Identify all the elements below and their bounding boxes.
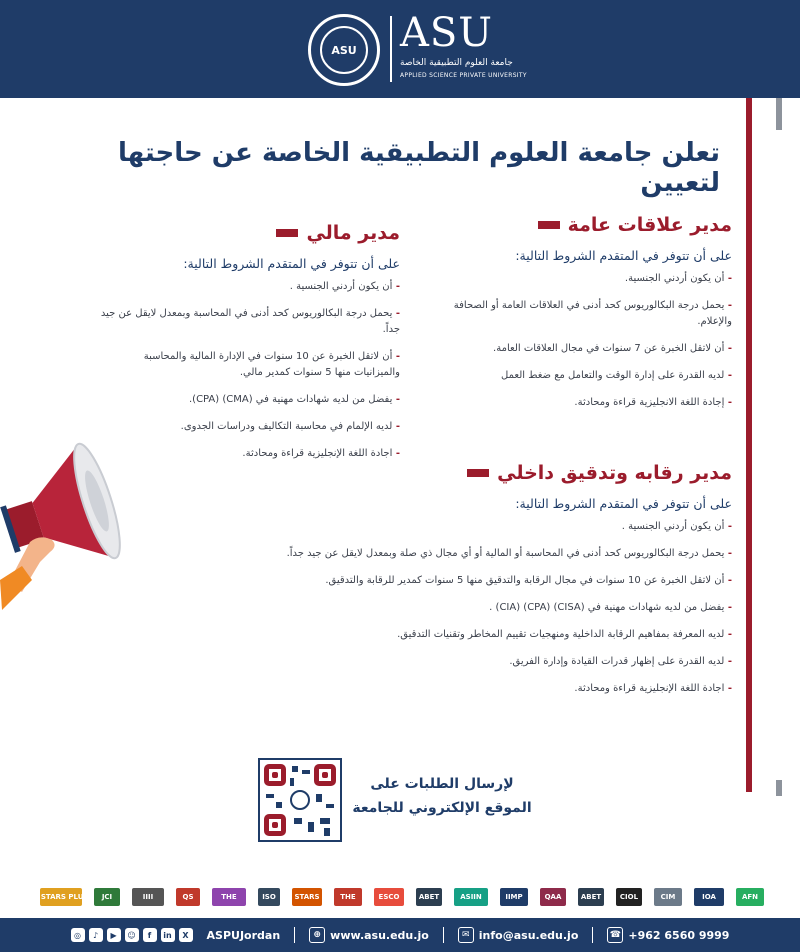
- condition-item: - لديه القدرة على إظهار قدرات القيادة وإدارة الفريق.: [252, 654, 732, 670]
- conditions-list: [252, 519, 732, 697]
- title-dash: [467, 469, 489, 477]
- condition-item: - إجادة اللغة الانجليزية قراءة ومحادثة.: [432, 395, 732, 411]
- qr-module: [290, 778, 294, 786]
- phone-text: +962 6560 9999: [628, 928, 730, 942]
- footer-divider: [443, 927, 444, 943]
- social-handle[interactable]: ASPUJordan: [206, 928, 281, 942]
- condition-item: - يحمل درجة البكالوريوس كحد أدنى في المحاسبة أو المالية أو أي مجال ذي صلة وبمعدل لايقل عن جيد جداً.: [252, 546, 732, 562]
- accreditation-logo: ESCO: [374, 888, 404, 906]
- seal-text: ASU: [320, 26, 368, 74]
- accreditation-logo: AFN: [736, 888, 764, 906]
- condition-item: - يفضل من لديه شهادات مهنية في (CISA) (CPA) (CIA) .: [252, 600, 732, 616]
- accreditation-logo: ASIIN: [454, 888, 488, 906]
- condition-item: - أن يكون أردني الجنسية.: [432, 271, 732, 287]
- accent-bar-gray-bottom: [776, 780, 782, 796]
- accreditation-logo: JCI: [94, 888, 120, 906]
- condition-item: - يحمل درجة البكالوريوس كحد أدنى في العلاقات العامة أو الصحافة والإعلام.: [432, 298, 732, 330]
- apply-line-2: الموقع الإلكتروني للجامعة: [352, 800, 532, 816]
- accent-bar-red: [746, 98, 752, 792]
- qr-module: [276, 802, 282, 808]
- job-title: مدير علاقات عامة: [567, 214, 732, 236]
- accreditation-logo: STARS: [292, 888, 322, 906]
- phone-icon: ☎: [607, 927, 623, 943]
- phone-link[interactable]: [607, 927, 729, 943]
- globe-icon: ⊕: [309, 927, 325, 943]
- qr-finder-mark: [264, 814, 286, 836]
- logo-english-name: APPLIED SCIENCE PRIVATE UNIVERSITY: [400, 72, 527, 79]
- job-header: [100, 222, 400, 244]
- footer-divider: [592, 927, 593, 943]
- job-finance-manager: [100, 222, 400, 473]
- accreditation-logo: QAA: [540, 888, 566, 906]
- job-audit-manager: [252, 462, 732, 708]
- qr-finder-mark: [264, 764, 286, 786]
- condition-item: - أن يكون أردني الجنسية .: [100, 279, 400, 295]
- qr-center-logo: [290, 790, 310, 810]
- university-logo: [308, 10, 527, 90]
- envelope-icon: ✉: [458, 927, 474, 943]
- megaphone-icon: [0, 420, 140, 610]
- condition-item: - اجادة اللغة الإنجليزية قراءة ومحادثة.: [100, 446, 400, 462]
- conditions-heading: على أن تتوفر في المتقدم الشروط التالية:: [515, 496, 732, 511]
- qr-module: [292, 766, 298, 772]
- accreditation-logo: IOA: [694, 888, 724, 906]
- qr-finder-mark: [314, 764, 336, 786]
- page-title: تعلن جامعة العلوم التطبيقية الخاصة عن حاجتها لتعيين: [117, 138, 720, 198]
- website-text: www.asu.edu.jo: [330, 928, 429, 942]
- accent-bar-gray: [776, 98, 782, 130]
- accreditation-logo: THE: [334, 888, 362, 906]
- instagram-icon[interactable]: ◎: [71, 928, 85, 942]
- condition-item: - أن لاتقل الخبرة عن 10 سنوات في الإدارة المالية والمحاسبة والميزانيات منها 5 سنوات كمدير مالي.: [100, 349, 400, 381]
- university-seal-icon: [308, 14, 380, 86]
- qr-module: [308, 822, 314, 832]
- accreditation-logos: [33, 884, 764, 910]
- condition-item: - أن يكون أردني الجنسية .: [252, 519, 732, 535]
- footer-divider: [294, 927, 295, 943]
- email-link[interactable]: [458, 927, 579, 943]
- qr-module: [320, 818, 330, 824]
- condition-item: - اجادة اللغة الإنجليزية قراءة ومحادثة.: [252, 681, 732, 697]
- accreditation-logo: ISO: [258, 888, 280, 906]
- qr-module: [302, 770, 310, 774]
- conditions-heading: على أن تتوفر في المتقدم الشروط التالية:: [183, 256, 400, 271]
- job-header: [252, 462, 732, 484]
- job-pr-manager: [432, 214, 732, 422]
- apply-line-1: لإرسال الطلبات على: [370, 776, 514, 792]
- youtube-icon[interactable]: ▶: [107, 928, 121, 942]
- conditions-heading: على أن تتوفر في المتقدم الشروط التالية:: [515, 248, 732, 263]
- website-link[interactable]: [309, 927, 429, 943]
- email-text: info@asu.edu.jo: [478, 928, 579, 942]
- job-title: مدير مالي: [306, 222, 400, 244]
- title-dash: [276, 229, 298, 237]
- accreditation-logo: THE: [212, 888, 246, 906]
- accreditation-logo: QS: [176, 888, 200, 906]
- qr-module: [294, 818, 302, 824]
- footer-bar: [0, 918, 800, 952]
- social-icons: [71, 928, 193, 942]
- job-header: [432, 214, 732, 236]
- title-dash: [538, 221, 560, 229]
- header-banner: [0, 0, 800, 98]
- logo-divider: [390, 16, 392, 82]
- condition-item: - لديه الإلمام في محاسبة التكاليف ودراسات الجدوى.: [100, 419, 400, 435]
- conditions-list: [100, 279, 400, 462]
- condition-item: - أن لاتقل الخبرة عن 7 سنوات في مجال العلاقات العامة.: [432, 341, 732, 357]
- job-title: مدير رقابه وتدقيق داخلي: [497, 462, 732, 484]
- condition-item: - أن لاتقل الخبرة عن 10 سنوات في مجال الرقابة والتدقيق منها 5 سنوات كمدير للرقابة والتدقيق.: [252, 573, 732, 589]
- condition-item: - لديه القدرة على إدارة الوقت والتعامل مع ضغط العمل: [432, 368, 732, 384]
- facebook-icon[interactable]: f: [143, 928, 157, 942]
- snapchat-icon[interactable]: ☺: [125, 928, 139, 942]
- apply-instructions: [352, 772, 532, 820]
- accreditation-logo: IIMP: [500, 888, 528, 906]
- accreditation-logo: IIII: [132, 888, 164, 906]
- accreditation-logo: ABET: [416, 888, 442, 906]
- accreditation-logo: CIM: [654, 888, 682, 906]
- qr-module: [326, 804, 334, 808]
- logo-arabic-name: جامعة العلوم التطبيقية الخاصة: [400, 58, 513, 68]
- accreditation-logo: ABET: [578, 888, 604, 906]
- tiktok-icon[interactable]: ♪: [89, 928, 103, 942]
- qr-module: [324, 828, 330, 836]
- accreditation-logo: CIOL: [616, 888, 642, 906]
- logo-wordmark: ASU: [400, 10, 493, 56]
- linkedin-icon[interactable]: in: [161, 928, 175, 942]
- condition-item: - يحمل درجة البكالوريوس كحد أدنى في المحاسبة وبمعدل لايقل عن جيد جداً.: [100, 306, 400, 338]
- condition-item: - يفضل من لديه شهادات مهنية في (CMA) (CPA).: [100, 392, 400, 408]
- condition-item: - لديه المعرفة بمفاهيم الرقابة الداخلية ومنهجيات تقييم المخاطر وتقنيات التدقيق.: [252, 627, 732, 643]
- qr-code[interactable]: [258, 758, 342, 842]
- accreditation-logo: 5 STARS PLUS: [40, 888, 82, 906]
- conditions-list: [432, 271, 732, 411]
- qr-module: [316, 794, 322, 802]
- qr-module: [266, 794, 274, 798]
- x-icon[interactable]: X: [179, 928, 193, 942]
